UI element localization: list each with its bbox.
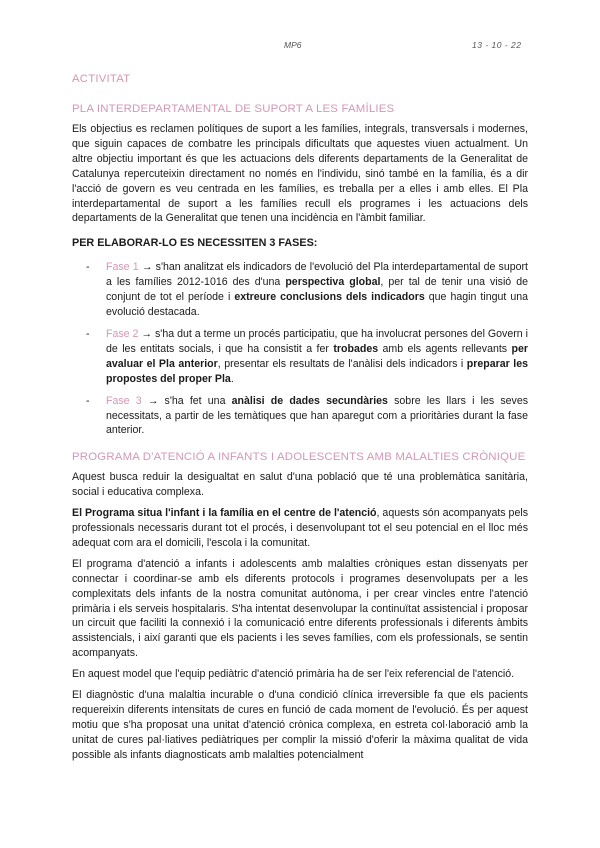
list-item-fase-2 (72, 327, 528, 387)
page-header (0, 40, 600, 54)
list-dash: - (86, 261, 90, 274)
phase-text: sobre les llars i les seves necessitats, a partir de les temàtiques que han aparegut com a prioritàries durant la fase anterior. (106, 394, 529, 437)
list-item-fase-3 (72, 394, 528, 439)
phase-text: , per tal de tenir una visió de conjunt de tot el període i (106, 276, 528, 304)
phase-bold: trobades (333, 342, 379, 355)
list-dash: - (86, 394, 90, 407)
phase-bold: perspectiva global (285, 276, 381, 289)
section-heading-pla: PLA INTERDEPARTAMENTAL DE SUPORT A LES FAMÍLIES (72, 103, 395, 115)
section-heading-programa: PROGRAMA D'ATENCIÓ A INFANTS I ADOLESCENTS AMB MALALTIES CRÒNIQUE (72, 451, 526, 464)
phases-heading: PER ELABORAR-LO ES NECESSITEN 3 FASES: (72, 237, 318, 250)
list-item-fase-1 (72, 260, 528, 320)
paragraph-bold: El Programa situa l'infant i la família en el centre de l'atenció (72, 507, 377, 520)
phase-text: que hagin tingut una evolució destacada. (106, 291, 528, 319)
phase-label: Fase 1 (106, 261, 139, 274)
paragraph: Els objectius es reclamen polítiques de suport a les famílies, integrals, transversals i modernes, que siguin capaces de combatre les principals dificultats que aquestes viuen actualment. Un altre objectiu important és que les actuacions dels diferents departaments de la Generalitat de Catalunya repercuteixin directament no només en l'individu, sinó també en la família, és a dir l'acció de govern es veu centrada en les famílies, es treballa per a elles i amb elles. El Pla interdepartamental de suport a les famílies recull els programes i les actuacions dels departaments de la Generalitat que tenen una incidència en l'àmbit familiar. (72, 123, 528, 225)
paragraph: El programa d'atenció a infants i adolescents amb malalties cròniques estan dissenyats per connectar i coordinar-se amb els diferents protocols i programes desenvolupats per a les complexitats dels infants de la nostra comunitat autònoma, i per crear vincles entre l'atenció primària i els serveis hospitalaris. S'ha intentat desenvolupar la continuïtat assistencial i proposar un circuit que faciliti la connexió i la comunicació entre diferents professionals i diferents àmbits assistencials, i així garanti que els pacients i les seves famílies, com els professionals, se sentin acompanyats. (72, 557, 528, 660)
paragraph: Aquest busca reduir la desigualtat en salut d'una població que té una problemàtica sanitària, social i educativa complexa. (72, 471, 528, 499)
phase-bold: per avaluar el Pla anterior (106, 342, 529, 370)
paragraph: En aquest model que l'equip pediàtric d'atenció primària ha de ser l'eix referencial de l'atenció. (72, 668, 515, 681)
phase-bold: preparar les propostes del proper Pla (106, 357, 528, 385)
phase-text: → s'ha dut a terme un procés participatiu, que ha involucrat persones del Govern i de les entitats socials, i que ha consistit a fer (106, 327, 528, 355)
phase-text: . (230, 372, 234, 385)
header-date: 13 - 10 - 22 (472, 40, 522, 50)
phase-bold: anàlisi de dades secundàries (231, 394, 388, 407)
page-title: ACTIVITAT (72, 73, 131, 85)
paragraph-text: , aquests són acompanyats pels professionals necessaris durant tot el procés, i desenvolupant tot el seu potencial en el lloc més adequat com ara el domicili, l'escola i la comunitat. (72, 507, 528, 549)
phase-label: Fase 2 (106, 327, 139, 340)
phase-label: Fase 3 (106, 394, 142, 407)
phase-text: , presentar els resultats de l'anàlisi dels indicadors i (217, 357, 467, 370)
header-subject: MP6 (284, 40, 302, 50)
phase-text: → s'ha fet una (141, 394, 232, 407)
paragraph: El diagnòstic d'una malaltia incurable o d'una condició clínica irreversible fa que els pacients requereixin diferents intensitats de cures en funció de cada moment de l'evolució. És per aquest motiu que s'ha proposat una unitat d'atenció crònica complexa, en estreta col·laboració amb la unitat de cures pal·liatives pediàtriques per complir la missió d'oferir la màxima qualitat de vida possible als infants diagnosticats amb malalties potencialment (72, 689, 528, 761)
document-body (72, 72, 528, 769)
phases-list (72, 260, 528, 438)
paragraph (72, 506, 528, 551)
phase-bold: extreure conclusions dels indicadors (234, 291, 425, 304)
phase-text: → s'han analitzat els indicadors de l'evolució del Pla interdepartamental de suport a les famílies 2012-1016 des d'una (106, 261, 529, 289)
list-dash: - (86, 327, 90, 340)
phase-text: amb els agents rellevants (378, 342, 512, 355)
